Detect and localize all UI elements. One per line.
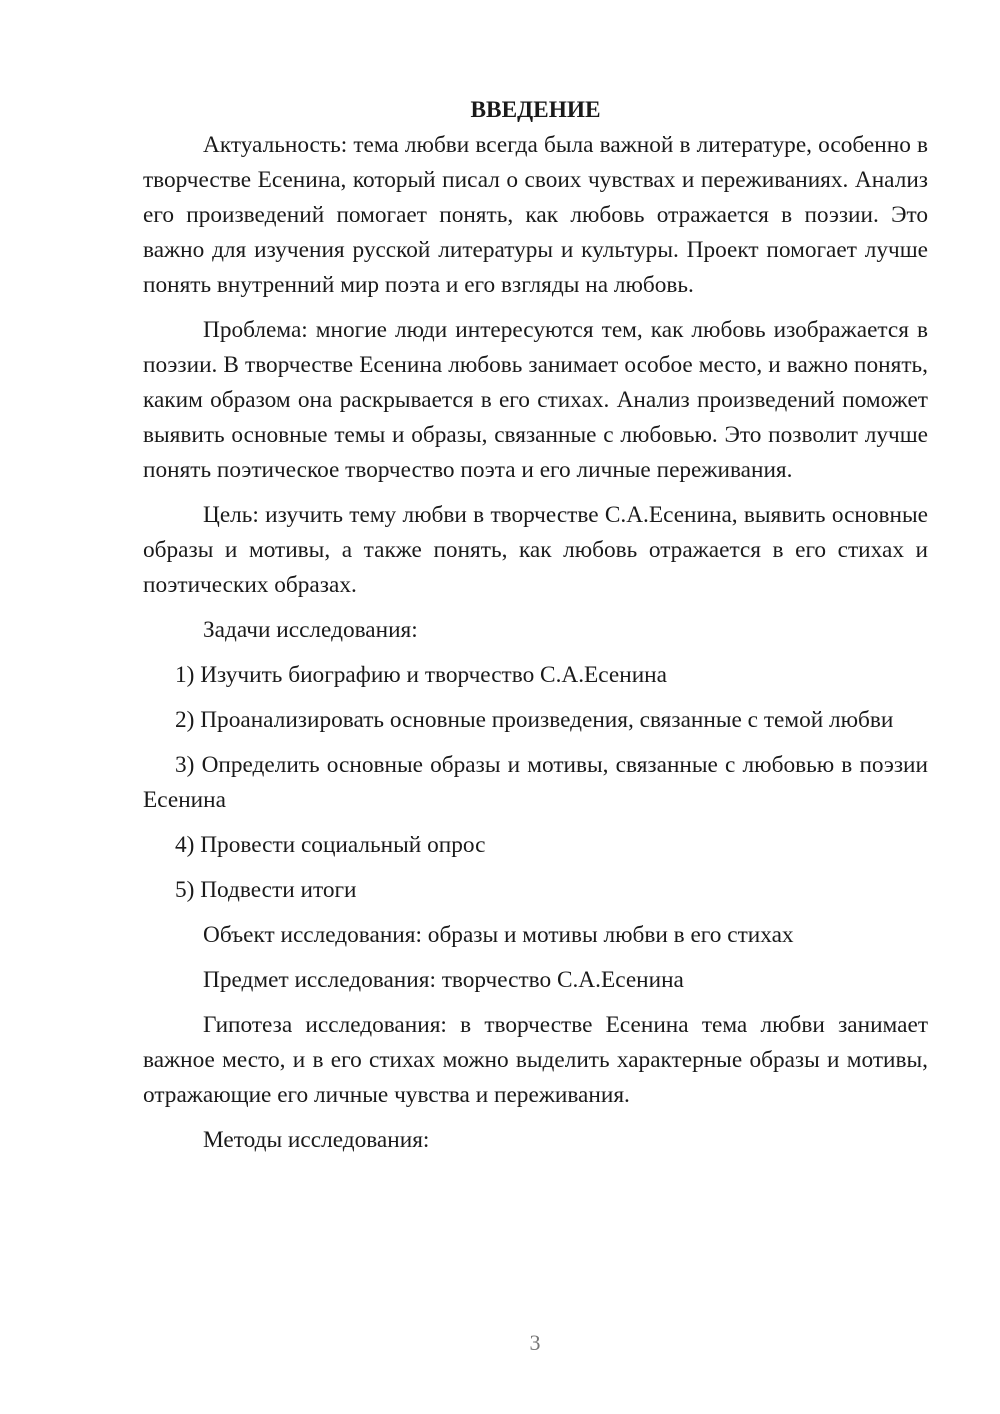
- methods-paragraph: Методы исследования:: [203, 1127, 430, 1153]
- task-item: 4) Провести социальный опрос: [175, 832, 486, 858]
- relevance-paragraph: Актуальность: тема любви всегда была важной в литературе, особенно в творчестве Есенина, который писал о своих чувствах и переживаниях. Анализ его произведений помогает понять, как любовь отражается в поэзии. Это важно для изучения русской литературы и культуры. Проект помогает лучше понять внутренний мир поэта и его взгляды на любовь.: [143, 132, 928, 298]
- hypothesis-paragraph: Гипотеза исследования: в творчестве Есенина тема любви занимает важное место, и в его стихах можно выделить характерные образы и мотивы, отражающие его личные чувства и переживания.: [143, 1012, 928, 1108]
- task-item: 3) Определить основные образы и мотивы, связанные с любовью в поэзии Есенина: [143, 752, 928, 813]
- task-item: 5) Подвести итоги: [175, 877, 357, 903]
- tasks-heading: Задачи исследования:: [203, 617, 418, 643]
- goal-paragraph: Цель: изучить тему любви в творчестве С.А.Есенина, выявить основные образы и мотивы, а также понять, как любовь отражается в его стихах и поэтических образах.: [143, 502, 928, 598]
- subject-paragraph: Предмет исследования: творчество С.А.Есенина: [203, 967, 684, 993]
- object-paragraph: Объект исследования: образы и мотивы любви в его стихах: [203, 922, 794, 948]
- section-title: ВВЕДЕНИЕ: [470, 97, 601, 123]
- task-item: 1) Изучить биографию и творчество С.А.Есенина: [175, 662, 667, 688]
- problem-paragraph: Проблема: многие люди интересуются тем, как любовь изображается в поэзии. В творчестве Есенина любовь занимает особое место, и важно понять, каким образом она раскрывается в его стихах. Анализ произведений поможет выявить основные темы и образы, связанные с любовью. Это позволит лучше понять поэтическое творчество поэта и его личные переживания.: [143, 317, 928, 483]
- page-number: 3: [529, 1330, 541, 1355]
- task-item: 2) Проанализировать основные произведения, связанные с темой любви: [175, 707, 894, 733]
- document-page: [143, 93, 928, 1158]
